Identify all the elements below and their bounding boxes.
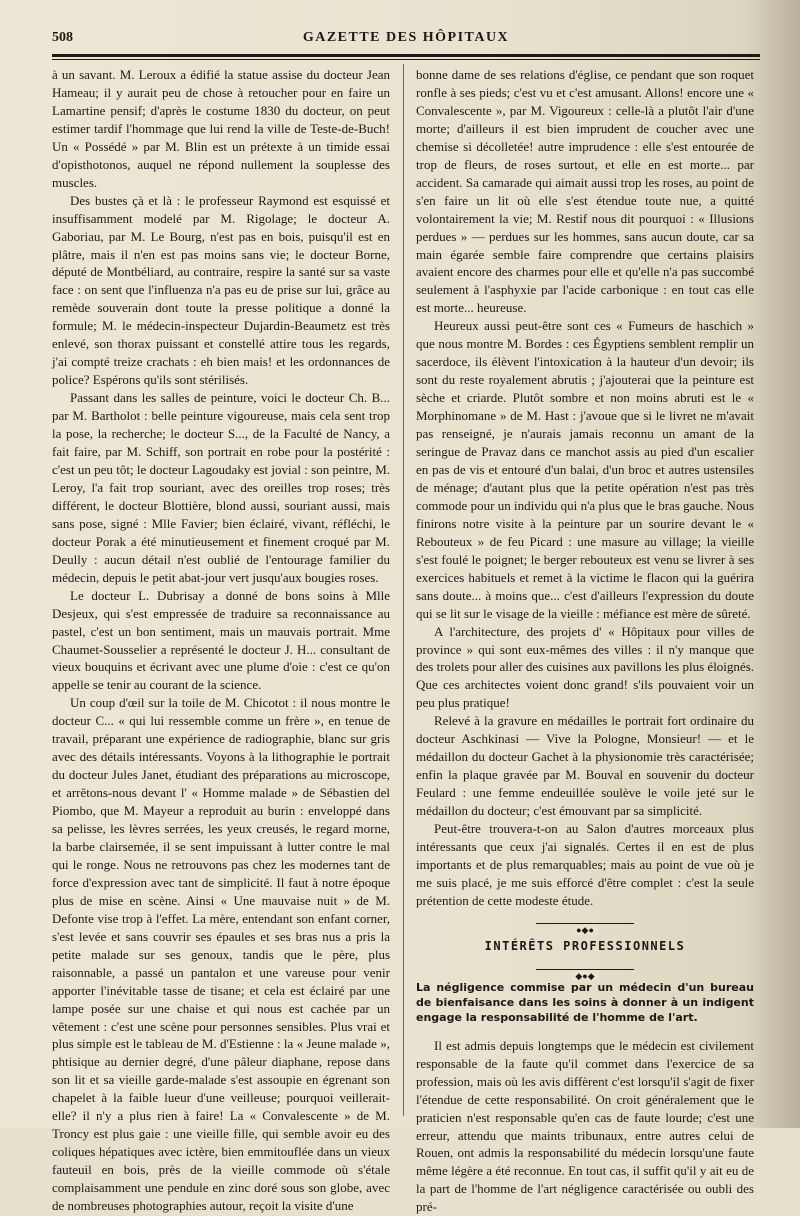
section-divider: ◆●◆ — [416, 966, 754, 974]
column-divider — [403, 64, 404, 1116]
right-column — [416, 66, 754, 1216]
paragraph: Le docteur L. Dubrisay a donné de bons soins à Mlle Desjeux, qui s'est empressée de traduire sa reconnaissance au pastel, c'est un bon sentiment, mais un mauvais portrait. Mme Chaumet-Sousselier a représenté le docteur J. H... consultant de vieux bouquins et écrivant avec une plume d'oie : c'est ce qu'on appelle se tenir au courant de la science. — [52, 587, 390, 693]
header-rule-thin — [52, 59, 760, 60]
paragraph: Passant dans les salles de peinture, voici le docteur Ch. B... par M. Bartholot : belle peinture vigoureuse, mais cela sent trop la pose, la recherche; le docteur S..., de la Faculté de Nancy, a fait faire, par M. Schiff, son portrait en robe pour la postérité : c'est un peu tôt; le docteur Lagoudaky est jovial : son peintre, M. Leroy, l'a fait trop souriant, avec des oreilles trop roses; très différent, le docteur Blottière, blond aussi, souriant aussi, mais sans pose, signé : Mlle Favier; bien éclairé, vivant, réfléchi, le docteur Porak a été minutieusement et finement croqué par M. Deully : aucun détail n'est oublié de l'entourage familier du médecin, depuis le petit abat-jour vert jusqu'aux bougies roses. — [52, 390, 390, 585]
paragraph: à un savant. M. Leroux a édifié la statue assise du docteur Jean Hameau; il y aurait peu de chose à retoucher pour en faire un Lamartine pensif; d'après le costume 1830 du docteur, on peut estimer tardif l'hommage que lui rend la ville de Teste-de-Buch! Un « Possédé » par M. Blin est un prétexte à un timide essai d'opisthotonos, auquel ne répond nullement la souplesse des muscles. — [52, 67, 390, 190]
section-heading: INTÉRÊTS PROFESSIONNELS — [484, 938, 686, 953]
paragraph: Peut-être trouvera-t-on au Salon d'autres morceaux plus intéressants que ceux j'ai signalés. Certes il en est de plus importants et de plus remarquables; mais au point de vue où je me suis placé, je me suis efforcé d'être complet : c'est la seule prétention de cette modeste étude. — [416, 821, 754, 908]
paragraph: Il est admis depuis longtemps que le médecin est civilement responsable de la faute qu'il commet dans l'exercice de sa profession, mais où les avis diffèrent c'est lorsqu'il s'agit de fixer l'étendue de cette responsabilité. On croit généralement que le praticien n'est responsable qu'en cas de faute lourde; c'est une erreur, attendu que maints tribunaux, entre autres celui de Rouen, ont admis la responsabilité du médecin lorsqu'une faute même légère a été reconnue. En tout cas, il suffit qu'il y ait eu de la part de l'homme de l'art négligence caractérisée ou oubli des pré- — [416, 1037, 754, 1215]
paragraph: Heureux aussi peut-être sont ces « Fumeurs de haschich » que nous montre M. Bordes : ces Égyptiens semblent remplir un sacerdoce, ils élèvent l'intoxication à la hauteur d'un devoir; ils sont du reste royalement abrutis ; j'ajouterai que la peinture est sèche et criarde. Plutôt sombre et non moins abruti est le « Morphinomane » de M. Hast : j'avoue que si le livret ne m'avait pas renseigné, je n'aurais jamais reconnu un amant de la seringue de Pravaz dans ce manchot assis au pied d'un escalier en pas de vis et entouré d'un balai, d'un broc et autres ustensiles de ménage; d'autant plus que la petite opération n'est pas très commode pour un individu qui n'a plus que le bras gauche. Nous finirons notre visite à la peinture par un sourire devant le « Rebouteux » de feu Picard : une masure au village; la vieille s'est foulé le poignet; le berger rebouteux est venu se livrer à ses exercices habituels et remet à la victime le flacon qui la guérira sans doute... à moins que... c'est d'ailleurs l'expression du doute qui se lit sur le visage de la vieille : méfiance est mère de sûreté. — [416, 318, 754, 621]
header-rule-thick — [52, 54, 760, 57]
page-header — [52, 28, 760, 48]
article-subtitle: La négligence commise par un médecin d'un bureau de bienfaisance dans les soins à donner à un indigent engage la responsabilité de l'homme de l'art. — [416, 980, 754, 1024]
section-ornament: ●◆● — [416, 920, 754, 928]
page-number: 508 — [52, 30, 73, 45]
paragraph: bonne dame de ses relations d'église, ce pendant que son roquet ronfle à ses pieds; c'est vu et c'est amusant. Allons! encore une « Convalescente », par M. Vigoureux : celle-là a plutôt l'air d'une morte; d'ailleurs il est bien imprudent de coucher avec une chemise si décolletée! autre imprudence : elle s'est entourée de trop de fleurs, de roses surtout, et elle en est morte... par accident. Sa camarade qui aimait aussi trop les roses, au point de s'en faire un lit où elle s'est étendue toute nue, a quitté volontairement la vie; M. Restif nous dit pourquoi : « Illusions perdues » — perdues sur les hommes, sans aucun doute, car sa main égarée semble faire comprendre que certains plaisirs avaient encore des charmes pour elle et qu'elle n'a pas succombé seulement à l'asphyxie par l'acide carbonique : en tout cas elle est morte... heureuse. — [416, 67, 754, 316]
left-column — [52, 66, 390, 1215]
paragraph: Des bustes çà et là : le professeur Raymond est esquissé et insuffisamment modelé par M. Rigolage; le docteur A. Gaboriau, par M. Le Bourg, n'est pas en bois, puisqu'il est en plâtre, mais il n'en est pas moins sans vie; le docteur Borne, député de Montbéliard, au contraire, respire la santé sur sa vaste face : on sent que l'influenza n'a pas eu de prise sur lui, grâce au remède souverain dont toute la presse politique a donné la formule; M. le médecin-inspecteur Dujardin-Beaumetz est très enlevé, son thorax puissant et constellé attire tous les regards, j'ai compté treize crachats : eh bien mais! et les ordonnances de police? Espérons qu'ils sont stérilisés. — [52, 192, 390, 388]
paragraph: Relevé à la gravure en médailles le portrait fort ordinaire du docteur Aschkinasi — Vive la Pologne, Monsieur! — et le médaillon du docteur Gachet à la physionomie très caractérisée; enfin la plaque gravée par M. Bouval en souvenir du docteur Feulard : une femme endeuillée soulève le voile jeté sur le médaillon du docteur; c'est émouvant par sa simplicité. — [416, 713, 754, 819]
paragraph: Un coup d'œil sur la toile de M. Chicotot : il nous montre le docteur C... « qui lui ressemble comme un frère », en tenue de travail, préparant une expérience de radiographie, blanc sur gris avec des détails intéressants. Voyons à la lithographie le portrait du docteur Jules Janet, étudiant des préparations au microscope, et arrêtons-nous devant l' « Homme malade » de Sébastien del Piombo, que M. Mayeur a reproduit au burin : enveloppé dans sa pelisse, les lèvres serrées, les yeux creusés, le regard morne, la barbe clairsemée, il se sent impuissant à lutter contre le mal qui le ronge. Nous ne retrouvons pas chez les modernes tant de force d'expression avec tant de simplicité. Il faut à notre époque plus de mise en scène. Ainsi « Une mauvaise nuit » de M. Defonte vise trop à l'effet. La mère, entendant son enfant corner, s'est levée et sans couvrir ses épaules et ses bras nus a pris la petite malade sur ses genoux, tandis que le père, plus raisonnable, a passé un pantalon et une vareuse pour venir apporter l'inévitable tasse de tisane; et cela est éclairé par une lampe posée sur une chaise et qui nous est cachée par un vêtement : c'est une scène pour personnes sensibles. Plus vrai et plus simple est le tableau de M. d'Estienne : la « Jeune malade », phtisique au dernier degré, d'une pâleur diaphane, repose dans son lit et sa vieille garde-malade s'est assoupie en égrenant son chapelet à la faible lueur d'une veilleuse; pourquoi veillerait-elle? il n'y a plus rien à faire! La « Convalescente » de M. Troncy est plus gaie : une vieille fille, qui semble avoir eu des coliques hépatiques avec ictère, bien emmitouflée dans un vieux fauteuil en bois, près de la vieille commode où s'étale complaisamment une pendule en zinc doré sous son globe, avec de nombreuses photographies autour, reçoit la visite d'une — [52, 695, 390, 1214]
journal-title: GAZETTE DES HÔPITAUX — [302, 30, 510, 45]
paragraph: A l'architecture, des projets d' « Hôpitaux pour villes de province » qui sont eux-mêmes des villes : il n'y manque que des trolets pour aller des cuisines aux pavillons les plus éloignés. Que ces architectes voient donc grand! s'ils pouvaient voir un peu plus pratique! — [416, 623, 754, 711]
